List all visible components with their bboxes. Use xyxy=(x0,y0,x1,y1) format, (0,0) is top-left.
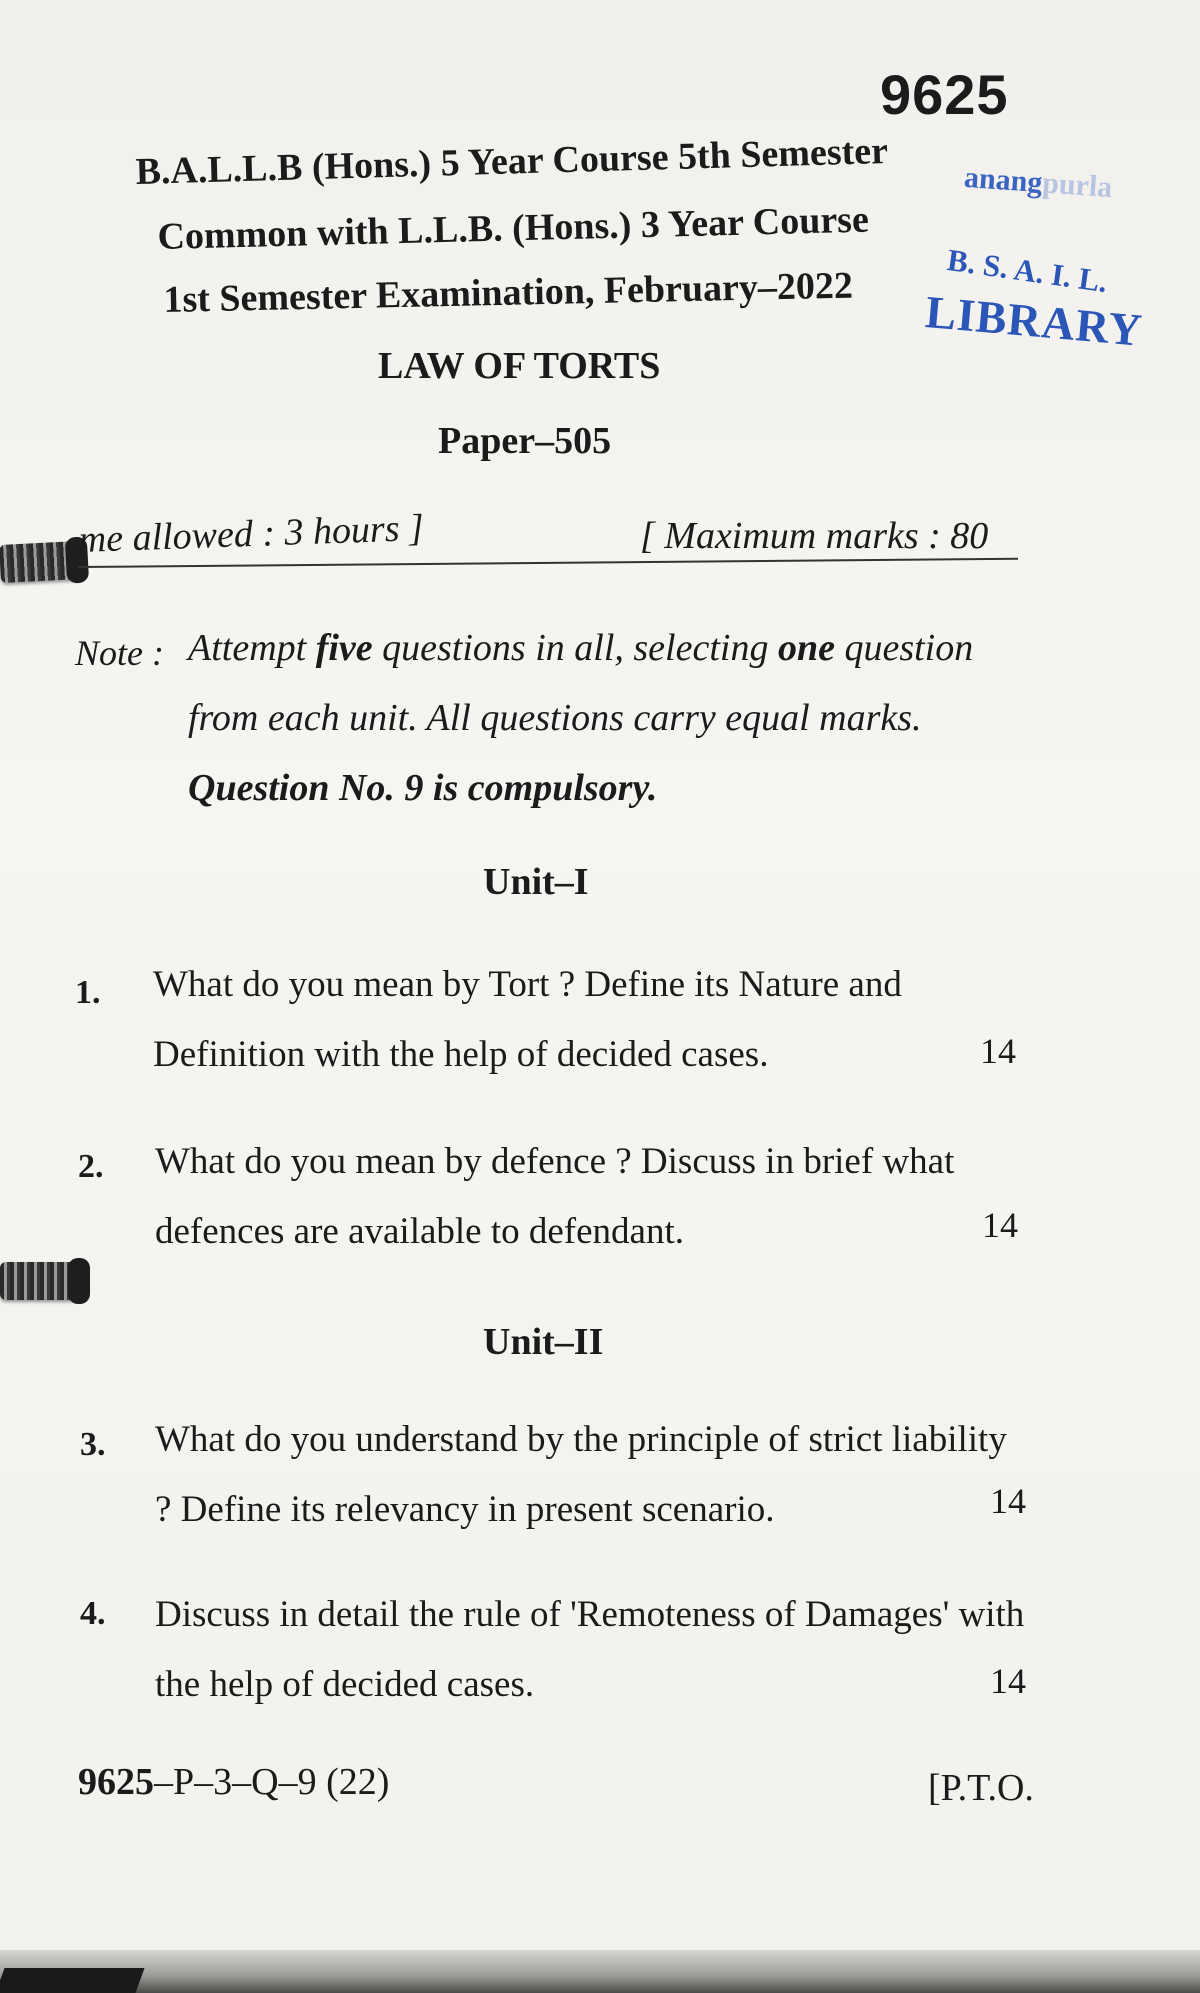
library-stamp-signature: anangpurla xyxy=(963,160,1114,205)
question-text: What do you mean by Tort ? Define its Nature and Definition with the help of decided cases. xyxy=(153,964,902,1075)
question-number: 2. xyxy=(78,1148,104,1185)
page-edge-shadow xyxy=(0,1950,1200,1993)
header-line-1: B.A.L.L.B (Hons.) 5 Year Course 5th Semester xyxy=(135,129,889,193)
question-marks: 14 xyxy=(990,1661,1026,1701)
please-turn-over: [P.T.O. xyxy=(928,1767,1034,1809)
note-text: Attempt five questions in all, selecting one question from each unit. All questions carry equal marks. Question No. 9 is compulsory. xyxy=(188,627,974,809)
unit-2-heading: Unit–II xyxy=(483,1321,604,1363)
question-marks: 14 xyxy=(982,1205,1018,1245)
header-line-2: Common with L.L.B. (Hons.) 3 Year Course xyxy=(157,198,870,258)
footer-paper-code: 9625–P–3–Q–9 (22) xyxy=(78,1761,390,1803)
compulsory-note: Question No. 9 is compulsory. xyxy=(188,767,658,809)
binding-screw-icon xyxy=(0,541,81,583)
paper-code: 9625 xyxy=(880,63,1009,126)
question-number: 3. xyxy=(80,1426,106,1463)
note-label: Note : xyxy=(75,633,164,673)
divider-line xyxy=(78,558,1018,568)
question-marks: 14 xyxy=(980,1031,1016,1071)
question-number: 1. xyxy=(75,974,101,1011)
paper-number: Paper–505 xyxy=(438,420,612,462)
question-text: What do you mean by defence ? Discuss in brief what defences are available to defendant. xyxy=(155,1141,955,1252)
library-stamp-label: LIBRARY xyxy=(923,285,1145,356)
library-stamp-name: B. S. A. I. L. xyxy=(945,242,1110,300)
unit-1-heading: Unit–I xyxy=(483,861,589,903)
binding-screw-icon xyxy=(0,1262,82,1300)
subject-title: LAW OF TORTS xyxy=(378,345,661,387)
time-allowed: me allowed : 3 hours ] xyxy=(78,506,425,561)
maximum-marks: [ Maximum marks : 80 xyxy=(640,515,989,557)
question-text: Discuss in detail the rule of 'Remoteness of Damages' with the help of decided cases. xyxy=(155,1594,1025,1705)
question-number: 4. xyxy=(80,1595,106,1632)
question-text: What do you understand by the principle of strict liability ? Define its relevancy in present scenario. xyxy=(155,1419,1007,1530)
question-marks: 14 xyxy=(990,1481,1026,1521)
header-line-3: 1st Semester Examination, February–2022 xyxy=(163,264,854,321)
